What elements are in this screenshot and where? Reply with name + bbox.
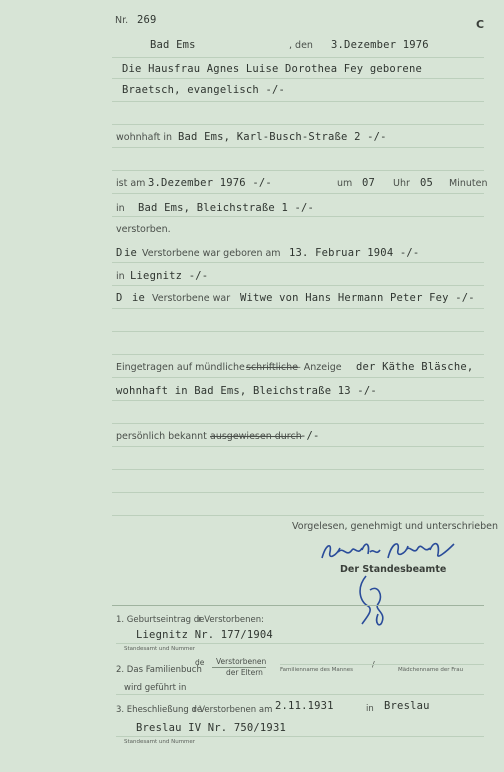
birth-place-label: in (116, 271, 125, 282)
family-book-parents: der Eltern (226, 668, 263, 677)
birth-entry-caption: Standesamt und Nummer (124, 646, 196, 652)
number-label: Nr. (115, 15, 129, 26)
marriage-registry: Breslau IV Nr. 750/1931 (136, 722, 286, 734)
rule-line (112, 262, 484, 263)
family-book-deceased: Verstorbenen (216, 657, 267, 666)
rule-line (112, 469, 484, 470)
family-book-de: de (195, 658, 205, 667)
rule-line (112, 423, 484, 424)
rule-line (112, 308, 484, 309)
family-book-slash: / (372, 660, 375, 669)
born-prefix-ie: ie (124, 247, 138, 259)
rule-line (112, 515, 484, 516)
anzeige-label: – Anzeige (296, 362, 342, 373)
rule-line (112, 446, 484, 447)
death-place-label: in (116, 203, 125, 214)
register-number: 269 (137, 14, 157, 26)
informant-signature (318, 536, 460, 566)
marriage-place: Breslau (384, 700, 430, 712)
registration-label: Eingetragen auf mündliche – (116, 362, 253, 373)
rule-line (112, 170, 484, 171)
rule-line (112, 331, 484, 332)
time-minutes-label: Minuten (449, 178, 488, 189)
rule-line (112, 377, 484, 378)
marriage-in-label: in (366, 704, 374, 714)
birth-entry-value: Liegnitz Nr. 177/1904 (136, 629, 273, 641)
registry-date: 3.Dezember 1976 (331, 39, 429, 51)
rule-line (112, 492, 484, 493)
wife-maiden-caption: Mädchenname der Frau (398, 667, 464, 673)
status-prefix-d: D (116, 292, 123, 304)
rule-line (112, 400, 484, 401)
registry-place: Bad Ems (150, 39, 196, 51)
death-minute: 05 (420, 177, 434, 189)
rule-line (116, 694, 484, 695)
residence-label: wohnhaft in (116, 132, 173, 143)
rule-line (112, 193, 484, 194)
read-approved-text: Vorgelesen, genehmigt und unterschrieben (292, 521, 499, 532)
death-date: 3.Dezember 1976 -/- (148, 177, 272, 189)
born-label: Verstorbene war geboren am (142, 248, 281, 259)
death-date-label: ist am (116, 178, 146, 189)
birth-place: Liegnitz -/- (130, 270, 209, 282)
born-prefix-d: D (116, 247, 123, 259)
residence-value: Bad Ems, Karl-Busch-Straße 2 -/- (178, 131, 387, 143)
identity-value: -/- (300, 430, 320, 442)
registrar-title: Der Standesbeamte (340, 564, 447, 575)
ausgewiesen-struck: ausgewiesen durch (210, 431, 302, 442)
deceased-line-1: Die Hausfrau Agnes Luise Dorothea Fey geborene (122, 63, 422, 75)
birth-entry-label: 1. Geburtseintrag de (116, 615, 205, 625)
rule-line (112, 216, 484, 217)
rule-line (112, 101, 484, 102)
birth-entry-suffix: r Verstorbenen: (198, 615, 265, 625)
time-um-label: um (337, 178, 353, 189)
date-label: , den (289, 40, 313, 51)
marriage-label: 3. Eheschließung de (116, 705, 203, 715)
rule-line (280, 664, 484, 665)
rule-line (116, 736, 484, 737)
corner-letter: C (476, 18, 485, 31)
schriftliche-struck: schriftliche (246, 362, 299, 373)
deceased-line-2: Braetsch, evangelisch -/- (122, 84, 286, 96)
family-book-label: 2. Das Familienbuch (116, 665, 202, 675)
rule-line (112, 57, 484, 58)
identity-label: persönlich bekannt – (116, 431, 215, 442)
footer-separator (112, 605, 484, 606)
informant-address: wohnhaft in Bad Ems, Bleichstraße 13 -/- (116, 385, 377, 397)
birth-date: 13. Februar 1904 -/- (289, 247, 420, 259)
informant-name: der Käthe Bläsche, (356, 361, 474, 373)
marriage-date: 2.11.1931 (275, 700, 334, 712)
marriage-caption: Standesamt und Nummer (124, 739, 196, 745)
registrar-signature (352, 570, 402, 628)
rule-line (112, 147, 484, 148)
husband-surname-caption: Familienname des Mannes (280, 667, 354, 673)
marriage-suffix: r Verstorbenen am (193, 705, 273, 715)
death-hour: 07 (362, 177, 376, 189)
rule-line (112, 354, 484, 355)
rule-line (112, 285, 484, 286)
rule-line (112, 78, 484, 79)
rule-line (116, 643, 484, 644)
status-label: Verstorbene war (152, 293, 231, 304)
time-uhr-label: Uhr (393, 178, 410, 189)
rule-line (112, 124, 484, 125)
family-book-kept-in: wird geführt in (124, 683, 187, 693)
verstorben-text: verstorben. (116, 224, 171, 235)
death-place: Bad Ems, Bleichstraße 1 -/- (138, 202, 315, 214)
status-prefix-ie: ie (132, 292, 146, 304)
marital-status: Witwe von Hans Hermann Peter Fey -/- (240, 292, 475, 304)
